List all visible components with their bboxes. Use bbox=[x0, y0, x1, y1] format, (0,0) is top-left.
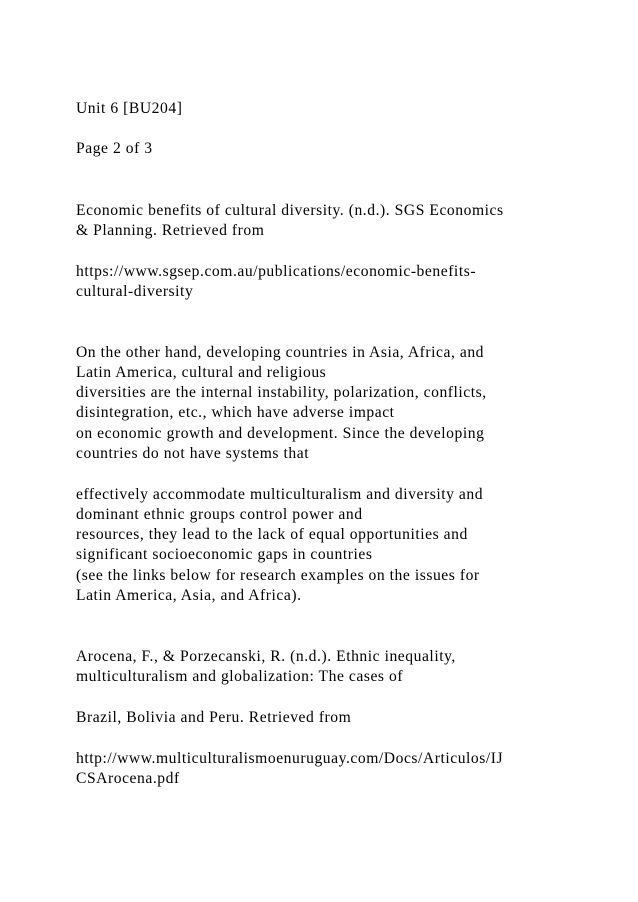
paragraph-1-line: on economic growth and development. Since the developing bbox=[76, 425, 485, 442]
paragraph-2-line: significant socioeconomic gaps in countries bbox=[76, 546, 373, 563]
reference-1-url-line-1: https://www.sgsep.com.au/publications/economic-benefits- bbox=[76, 263, 477, 280]
paragraph-2-line: effectively accommodate multiculturalism and diversity and bbox=[76, 486, 484, 503]
reference-2-line-1: Arocena, F., & Porzecanski, R. (n.d.). Ethnic inequality, bbox=[76, 648, 456, 665]
reference-2-url-line-1: http://www.multiculturalismoenuruguay.com/Docs/Articulos/IJ bbox=[76, 750, 504, 767]
paragraph-1-line: disintegration, etc., which have adverse impact bbox=[76, 404, 395, 421]
reference-2-line-2: multiculturalism and globalization: The cases of bbox=[76, 668, 404, 685]
paragraph-2-line: Latin America, Asia, and Africa). bbox=[76, 587, 302, 604]
reference-1-line-2: & Planning. Retrieved from bbox=[76, 222, 265, 239]
page-number: Page 2 of 3 bbox=[76, 140, 153, 157]
reference-1-url-line-2: cultural-diversity bbox=[76, 283, 194, 300]
unit-header: Unit 6 [BU204] bbox=[76, 100, 183, 117]
reference-1-line-1: Economic benefits of cultural diversity. (n.d.). SGS Economics bbox=[76, 202, 504, 219]
reference-2-line-3: Brazil, Bolivia and Peru. Retrieved from bbox=[76, 709, 352, 726]
paragraph-2-line: dominant ethnic groups control power and bbox=[76, 506, 363, 523]
paragraph-1-line: Latin America, cultural and religious bbox=[76, 364, 327, 381]
reference-2-url-line-2: CSArocena.pdf bbox=[76, 770, 180, 787]
paragraph-2-line: resources, they lead to the lack of equal opportunities and bbox=[76, 526, 468, 543]
paragraph-2-line: (see the links below for research examples on the issues for bbox=[76, 567, 480, 584]
paragraph-1-line: On the other hand, developing countries in Asia, Africa, and bbox=[76, 344, 485, 361]
paragraph-1-line: countries do not have systems that bbox=[76, 445, 310, 462]
paragraph-1-line: diversities are the internal instability, polarization, conflicts, bbox=[76, 384, 487, 401]
